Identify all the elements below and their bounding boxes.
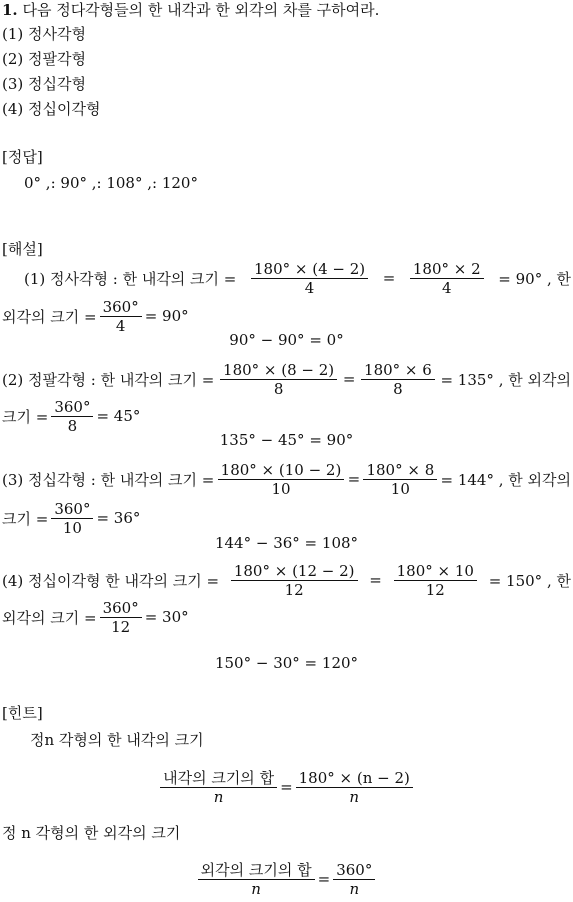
hint-fraction-4-denominator: n (349, 879, 360, 898)
p3-equals: = (347, 470, 361, 488)
problem-text: 다음 정다각형들의 한 내각과 한 외각의 차를 구하여라. (22, 1, 380, 19)
p2-fraction-1-numerator: 180° × (8 − 2) (220, 361, 337, 380)
p3-fraction-1-numerator: 180° × (10 − 2) (218, 461, 345, 480)
p2-exterior-result: = 45° (96, 407, 141, 425)
p1-lead: (1) 정사각형 : 한 내각의 크기 = (24, 269, 237, 288)
p1-equals: = (382, 269, 396, 287)
p3-fraction-3-denominator: 10 (62, 518, 82, 537)
p3-exterior-lead: 크기 = (2, 509, 49, 528)
problem-item-1: (1) 정사각형 (2, 25, 86, 43)
p3-fraction-3 (51, 500, 93, 537)
hint-fraction-1-numerator: 내각의 크기의 합 (160, 769, 277, 788)
p3-tail: = 144° , 한 외각의 (440, 470, 571, 489)
p1-fraction-2 (410, 260, 484, 297)
p2-exterior-lead: 크기 = (2, 407, 49, 426)
p1-fraction-2-numerator: 180° × 2 (410, 260, 484, 279)
p1-fraction-3 (100, 298, 142, 335)
p2-lead: (2) 정팔각형 : 한 내각의 크기 = (2, 370, 215, 389)
p3-fraction-1-denominator: 10 (271, 479, 291, 498)
hint-exterior-caption: 정 n 각형의 한 외각의 크기 (2, 824, 181, 842)
p1-difference: 90° − 90° = 0° (229, 331, 344, 349)
p4-difference: 150° − 30° = 120° (214, 654, 359, 672)
problem-number: 1. (2, 1, 18, 19)
p3-fraction-2 (363, 461, 437, 498)
problem-item-2: (2) 정팔각형 (2, 50, 86, 68)
p1-fraction-2-denominator: 4 (442, 278, 452, 297)
p4-lead: (4) 정십이각형 한 내각의 크기 = (2, 571, 220, 590)
answer-header: [정답] (2, 148, 43, 166)
hint-fraction-2 (296, 769, 413, 806)
problem-item-3: (3) 정십각형 (2, 75, 86, 93)
p4-tail: = 150° , 한 (488, 571, 571, 590)
hint-fraction-2-denominator: n (349, 787, 360, 806)
hint-fraction-2-numerator: 180° × (n − 2) (296, 769, 413, 788)
p3-fraction-2-numerator: 180° × 8 (363, 461, 437, 480)
hint-equals-1: = (280, 778, 293, 796)
p2-tail: = 135° , 한 외각의 (440, 370, 571, 389)
p2-fraction-1-denominator: 8 (273, 379, 284, 398)
p4-exterior-lead: 외각의 크기 = (2, 608, 97, 627)
p1-exterior-lead: 외각의 크기 = (2, 307, 97, 326)
p3-difference: 144° − 36° = 108° (214, 534, 359, 552)
hint-header: [힌트] (2, 704, 43, 722)
hint-exterior-formula (0, 856, 573, 902)
problem-item-4: (4) 정십이각형 (2, 100, 101, 118)
p2-fraction-3-numerator: 360° (51, 398, 93, 417)
hint-fraction-3-numerator: 외각의 크기의 합 (198, 861, 315, 880)
p3-lead: (3) 정십각형 : 한 내각의 크기 = (2, 470, 215, 489)
p2-equals: = (342, 370, 356, 388)
p1-exterior-result: = 90° (144, 307, 189, 325)
p3-exterior-result: = 36° (96, 509, 141, 527)
explanation-part-3-line-1 (0, 457, 573, 501)
p4-exterior-result: = 30° (144, 608, 189, 626)
p4-fraction-2 (394, 562, 477, 599)
p2-fraction-2 (361, 361, 435, 398)
p1-tail: = 90° , 한 (498, 269, 571, 288)
hint-interior-formula (0, 764, 573, 810)
p4-fraction-1 (231, 562, 358, 599)
p3-fraction-2-denominator: 10 (390, 479, 410, 498)
p4-equals: = (369, 571, 382, 589)
p2-difference: 135° − 45° = 90° (219, 431, 354, 449)
answer-text: 0° ,: 90° ,: 108° ,: 120° (24, 174, 198, 192)
p4-fraction-3 (100, 599, 142, 636)
hint-fraction-4 (333, 861, 375, 898)
p4-fraction-3-numerator: 360° (100, 599, 142, 618)
hint-fraction-1 (160, 769, 277, 806)
p3-fraction-1 (218, 461, 345, 498)
p2-fraction-3 (51, 398, 93, 435)
p3-fraction-3-numerator: 360° (51, 500, 93, 519)
p1-fraction-1 (251, 260, 368, 297)
hint-interior-caption: 정n 각형의 한 내각의 크기 (30, 731, 204, 749)
p2-fraction-3-denominator: 8 (67, 416, 78, 435)
p2-fraction-2-numerator: 180° × 6 (361, 361, 435, 380)
hint-fraction-4-numerator: 360° (333, 861, 375, 880)
p4-fraction-3-denominator: 12 (111, 617, 131, 636)
p1-fraction-1-numerator: 180° × (4 − 2) (251, 260, 368, 279)
p2-fraction-1 (220, 361, 337, 398)
hint-fraction-3-denominator: n (251, 879, 261, 898)
p2-fraction-2-denominator: 8 (393, 379, 403, 398)
explanation-header: [해설] (2, 240, 43, 258)
problem-statement (2, 1, 379, 19)
hint-equals-2: = (317, 870, 331, 888)
p1-fraction-3-denominator: 4 (115, 316, 126, 335)
p1-fraction-3-numerator: 360° (100, 298, 142, 317)
p4-fraction-2-numerator: 180° × 10 (394, 562, 477, 581)
explanation-part-4-line-2 (0, 595, 573, 639)
p1-fraction-1-denominator: 4 (304, 278, 315, 297)
p4-fraction-2-denominator: 12 (425, 580, 445, 599)
hint-fraction-1-denominator: n (213, 787, 224, 806)
hint-fraction-3 (198, 861, 315, 898)
p4-fraction-1-denominator: 12 (284, 580, 304, 599)
p4-fraction-1-numerator: 180° × (12 − 2) (231, 562, 358, 581)
